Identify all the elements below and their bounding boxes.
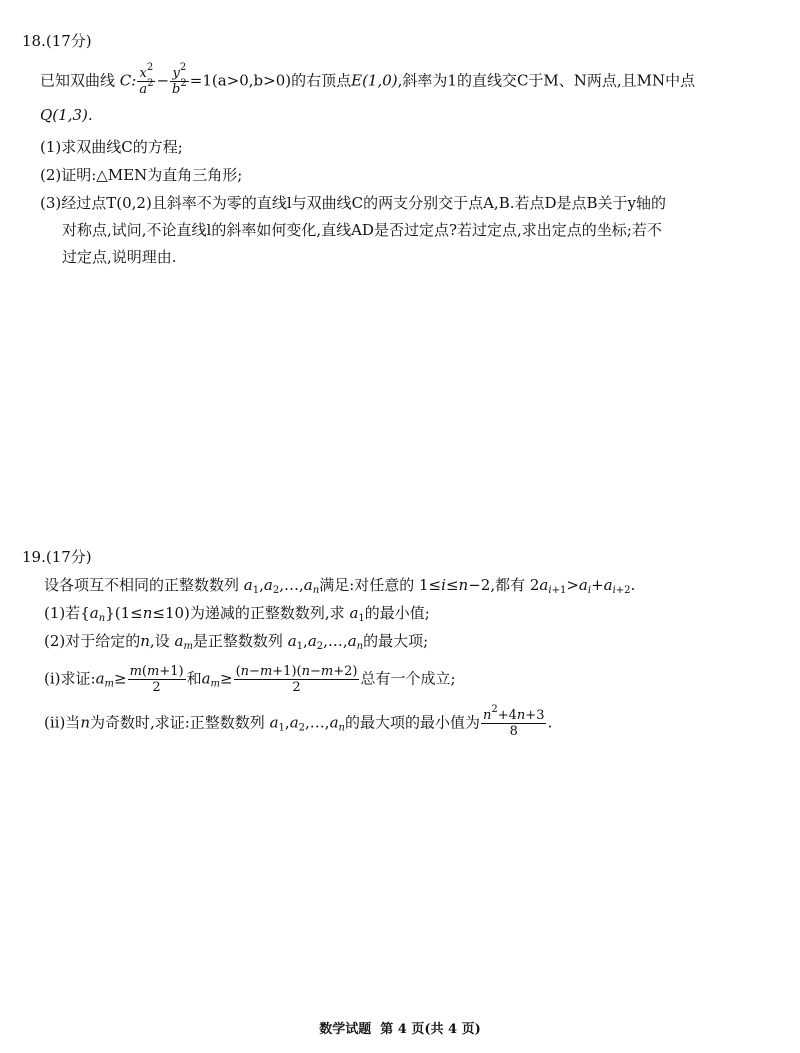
fraction-n-m-expression: $\frac{(n-m+1)(n-m+2)}{2}$ (235, 664, 358, 695)
footer-subject: 数学试题 (319, 1022, 372, 1037)
q18-number: 18. (22, 32, 46, 50)
q18-part3-line3: 过定点,说明理由. (62, 248, 177, 266)
q18-points: (17分) (45, 32, 92, 50)
q18-part3-line1: (3)经过点T(0,2)且斜率不为零的直线l与双曲线C的两支分别交于点A,B.若点D是点B关于y轴的 (40, 194, 667, 212)
q18-part2: (2)证明:△MEN为直角三角形; (40, 166, 243, 184)
q18-part3-line2: 对称点,试问,不论直线l的斜率如何变化,直线AD是否过定点?若过定点,求出定点的坐标;若不 (62, 221, 662, 239)
q19-number: 19. (22, 548, 46, 566)
q18-midpoint: Q(1,3). (40, 106, 93, 124)
page-footer (0, 1018, 800, 1037)
q18-header (22, 30, 92, 52)
q19-points: (17分) (45, 548, 92, 566)
fraction-m-expression: $\frac{m(m+1)}{2}$ (129, 664, 184, 695)
hyperbola-y-term: $\frac{y^2}{b^2}$ (172, 62, 187, 97)
q19-stem: 设各项互不相同的正整数数列 $a_1,a_2,\dots,a_n$满足:对任意的 1≤i≤n−2,都有 $2a_{i+1}>a_i+a_{i+2}$. (44, 576, 636, 596)
hyperbola-x-term: $\frac{x^2}{a^2}$ (139, 62, 154, 97)
q18-part1: (1)求双曲线C的方程; (40, 138, 183, 156)
footer-page-number: 第 4 页(共 4 页) (380, 1022, 481, 1037)
q19-part1: (1)若$\{a_n\}(1\le n\le 10)$为递减的正整数数列,求 $a_1$的最小值; (44, 604, 430, 624)
q19-header (22, 546, 92, 568)
fraction-min-value: $\frac{n^2+4n+3}{8}$ (483, 704, 545, 739)
q19-sub1: (ⅰ)求证$:a_m\ge$ $\frac{m(m+1)}{2}$ 和$a_m\ge$ $\frac{(n-m+1)(n-m+2)}{2}$ 总有一个成立; (44, 664, 456, 695)
q19-part2: (2)对于给定的n,设 $a_m$是正整数数列 $a_1,a_2,\dots,a_n$的最大项; (44, 632, 429, 652)
q18-stem: 已知双曲线 C: $\frac{x^2}{a^2}$ − $\frac{y^2}{b^2}$ =1(a>0,b>0)的右顶点E(1,0),斜率为1的直线交C于M、N两点,且MN中点 (40, 62, 696, 97)
q19-sub2: (ⅱ)当n为奇数时,求证:正整数数列 $a_1,a_2,\dots,a_n$的最大项的最小值为 $\frac{n^2+4n+3}{8}$ . (44, 704, 553, 739)
